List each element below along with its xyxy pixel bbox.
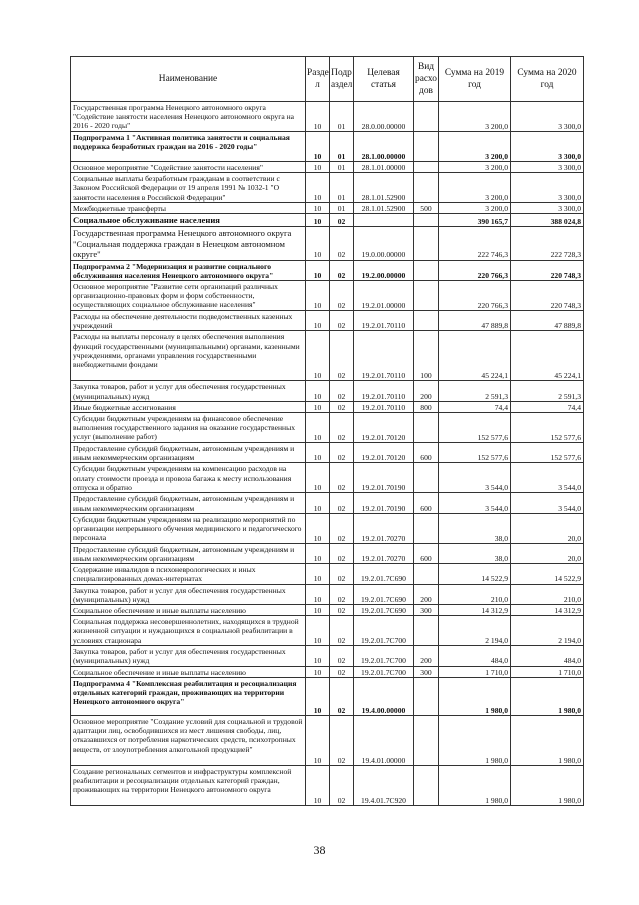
cell-razdel: 10 xyxy=(306,513,330,543)
cell-razdel: 10 xyxy=(306,413,330,443)
cell-podrazdel: 01 xyxy=(330,132,354,162)
cell-target-article: 19.2.01.7С690 xyxy=(354,564,414,584)
table-row xyxy=(71,311,584,331)
cell-sum-2020: 2 591,3 xyxy=(511,381,584,401)
cell-razdel: 10 xyxy=(306,173,330,203)
cell-podrazdel: 02 xyxy=(330,331,354,381)
cell-podrazdel: 02 xyxy=(330,543,354,563)
cell-podrazdel: 02 xyxy=(330,311,354,331)
cell-name: Закупка товаров, работ и услуг для обеспечения государственных (муниципальных) нужд xyxy=(71,646,306,666)
table-row xyxy=(71,564,584,584)
cell-podrazdel: 02 xyxy=(330,765,354,805)
cell-razdel: 10 xyxy=(306,260,330,280)
cell-razdel: 10 xyxy=(306,666,330,677)
cell-sum-2020: 1 980,0 xyxy=(511,677,584,715)
cell-expense-type xyxy=(414,413,439,443)
cell-podrazdel: 02 xyxy=(330,227,354,260)
cell-name: Социальное обеспечение и иные выплаты населению xyxy=(71,605,306,616)
cell-name: Предоставление субсидий бюджетным, автономным учреждениям и иным некоммерческим организациям xyxy=(71,493,306,513)
cell-expense-type xyxy=(414,677,439,715)
cell-target-article: 19.2.01.7С700 xyxy=(354,616,414,646)
cell-expense-type xyxy=(414,463,439,493)
table-row xyxy=(71,715,584,765)
cell-expense-type xyxy=(414,715,439,765)
cell-target-article: 19.4.01.00000 xyxy=(354,715,414,765)
table-body xyxy=(71,102,584,806)
cell-razdel: 10 xyxy=(306,132,330,162)
cell-sum-2020: 3 300,0 xyxy=(511,162,584,173)
cell-podrazdel: 02 xyxy=(330,513,354,543)
cell-razdel: 10 xyxy=(306,281,330,311)
cell-target-article: 19.2.01.70190 xyxy=(354,493,414,513)
cell-razdel: 10 xyxy=(306,564,330,584)
cell-razdel: 10 xyxy=(306,715,330,765)
cell-podrazdel: 02 xyxy=(330,616,354,646)
cell-target-article: 19.2.00.00000 xyxy=(354,260,414,280)
cell-target-article: 28.1.01.00000 xyxy=(354,162,414,173)
cell-podrazdel: 01 xyxy=(330,173,354,203)
cell-expense-type: 200 xyxy=(414,584,439,604)
cell-sum-2019: 3 544,0 xyxy=(439,463,511,493)
table-row xyxy=(71,281,584,311)
cell-razdel: 10 xyxy=(306,214,330,227)
cell-name: Расходы на выплаты персоналу в целях обеспечения выполнения функций государственными (муниципальными) органами, казенными учреждениями, органами управления государственными внебюджетными фондами xyxy=(71,331,306,381)
cell-expense-type xyxy=(414,162,439,173)
cell-podrazdel: 02 xyxy=(330,646,354,666)
cell-sum-2020: 1 710,0 xyxy=(511,666,584,677)
cell-name: Субсидии бюджетным учреждениям на реализацию мероприятий по организации непрерывного обучения медицинского и педагогического персонала xyxy=(71,513,306,543)
cell-expense-type xyxy=(414,173,439,203)
table-row xyxy=(71,132,584,162)
cell-sum-2020: 3 544,0 xyxy=(511,463,584,493)
cell-sum-2020: 2 194,0 xyxy=(511,616,584,646)
cell-expense-type xyxy=(414,214,439,227)
cell-target-article: 19.2.01.70120 xyxy=(354,413,414,443)
cell-expense-type xyxy=(414,132,439,162)
cell-podrazdel: 02 xyxy=(330,493,354,513)
cell-podrazdel: 01 xyxy=(330,203,354,214)
cell-sum-2019: 390 165,7 xyxy=(439,214,511,227)
cell-name: Расходы на обеспечение деятельности подведомственных казенных учреждений xyxy=(71,311,306,331)
cell-name: Предоставление субсидий бюджетным, автономным учреждениям и иным некоммерческим организациям xyxy=(71,443,306,463)
cell-expense-type xyxy=(414,311,439,331)
cell-name: Иные бюджетные ассигнования xyxy=(71,401,306,412)
table-row xyxy=(71,331,584,381)
cell-expense-type: 500 xyxy=(414,203,439,214)
cell-sum-2019: 484,0 xyxy=(439,646,511,666)
header-name: Наименование xyxy=(71,57,306,102)
cell-sum-2020: 20,0 xyxy=(511,543,584,563)
cell-podrazdel: 02 xyxy=(330,564,354,584)
cell-expense-type: 300 xyxy=(414,605,439,616)
cell-name: Подпрограмма 4 "Комплексная реабилитация и ресоциализация отдельных категорий граждан, проживающих на территории Ненецкого автономного округа" xyxy=(71,677,306,715)
table-row xyxy=(71,616,584,646)
cell-sum-2019: 38,0 xyxy=(439,513,511,543)
cell-sum-2019: 14 312,9 xyxy=(439,605,511,616)
cell-target-article: 19.2.01.70270 xyxy=(354,543,414,563)
cell-name: Основное мероприятие "Развитие сети организаций различных организационно-правовых форм и форм собственности, осуществляющих социальное обслуживание населения" xyxy=(71,281,306,311)
table-row xyxy=(71,413,584,443)
cell-sum-2020: 45 224,1 xyxy=(511,331,584,381)
cell-expense-type: 300 xyxy=(414,666,439,677)
header-sum-2019: Сумма на 2019 год xyxy=(439,57,511,102)
cell-podrazdel: 02 xyxy=(330,463,354,493)
cell-razdel: 10 xyxy=(306,584,330,604)
cell-expense-type xyxy=(414,227,439,260)
cell-podrazdel: 01 xyxy=(330,102,354,132)
table-row xyxy=(71,513,584,543)
table-row xyxy=(71,401,584,412)
cell-target-article: 19.2.01.00000 xyxy=(354,281,414,311)
cell-expense-type: 800 xyxy=(414,401,439,412)
cell-sum-2019: 222 746,3 xyxy=(439,227,511,260)
cell-podrazdel: 02 xyxy=(330,401,354,412)
cell-target-article: 28.1.01.52900 xyxy=(354,203,414,214)
cell-sum-2019: 1 980,0 xyxy=(439,715,511,765)
cell-podrazdel: 02 xyxy=(330,214,354,227)
cell-razdel: 10 xyxy=(306,102,330,132)
cell-target-article: 19.2.01.7С690 xyxy=(354,605,414,616)
cell-sum-2019: 47 889,8 xyxy=(439,311,511,331)
table-row xyxy=(71,677,584,715)
cell-sum-2019: 2 591,3 xyxy=(439,381,511,401)
table-row xyxy=(71,173,584,203)
table-row xyxy=(71,203,584,214)
cell-name: Основное мероприятие "Содействие занятости населения" xyxy=(71,162,306,173)
cell-razdel: 10 xyxy=(306,203,330,214)
cell-sum-2019: 152 577,6 xyxy=(439,443,511,463)
cell-name: Субсидии бюджетным учреждениям на компенсацию расходов на оплату стоимости проезда и провоза багажа к месту использования отпуска и обратно xyxy=(71,463,306,493)
cell-expense-type xyxy=(414,102,439,132)
cell-target-article: 19.2.01.7С690 xyxy=(354,584,414,604)
cell-target-article: 28.1.00.00000 xyxy=(354,132,414,162)
cell-name: Основное мероприятие "Создание условий для социальной и трудовой адаптации лиц, освободившихся из мест лишения свободы, лиц, отказавшихся от потребления наркотических средств, психотропных веществ, от злоупотребления алкогольной продукцией" xyxy=(71,715,306,765)
cell-sum-2020: 1 980,0 xyxy=(511,765,584,805)
cell-sum-2020: 3 544,0 xyxy=(511,493,584,513)
cell-podrazdel: 02 xyxy=(330,666,354,677)
cell-target-article: 19.2.01.7С700 xyxy=(354,646,414,666)
cell-expense-type xyxy=(414,260,439,280)
cell-sum-2020: 220 748,3 xyxy=(511,260,584,280)
cell-target-article: 19.4.00.00000 xyxy=(354,677,414,715)
cell-razdel: 10 xyxy=(306,331,330,381)
cell-name: Субсидии бюджетным учреждениям на финансовое обеспечение выполнения государственного задания на оказание государственных услуг (выполнение работ) xyxy=(71,413,306,443)
cell-name: Предоставление субсидий бюджетным, автономным учреждениям и иным некоммерческим организациям xyxy=(71,543,306,563)
cell-name: Подпрограмма 1 "Активная политика занятости и социальная поддержка безработных граждан на 2016 - 2020 годы" xyxy=(71,132,306,162)
cell-target-article: 19.2.01.70270 xyxy=(354,513,414,543)
cell-expense-type: 600 xyxy=(414,443,439,463)
cell-name: Социальное обслуживание населения xyxy=(71,214,306,227)
header-razdel: Разде л xyxy=(306,57,330,102)
cell-name: Содержание инвалидов в психоневрологических и иных специализированных домах-интернатах xyxy=(71,564,306,584)
cell-sum-2020: 1 980,0 xyxy=(511,715,584,765)
table-row xyxy=(71,493,584,513)
table-row xyxy=(71,605,584,616)
cell-name: Подпрограмма 2 "Модернизация и развитие социального обслуживания населения Ненецкого автономного округа" xyxy=(71,260,306,280)
table-row xyxy=(71,214,584,227)
cell-target-article: 19.2.01.70110 xyxy=(354,381,414,401)
table-row xyxy=(71,381,584,401)
cell-target-article xyxy=(354,214,414,227)
cell-target-article: 19.4.01.7С920 xyxy=(354,765,414,805)
cell-podrazdel: 02 xyxy=(330,281,354,311)
cell-name: Закупка товаров, работ и услуг для обеспечения государственных (муниципальных) нужд xyxy=(71,381,306,401)
table-row xyxy=(71,463,584,493)
cell-sum-2019: 2 194,0 xyxy=(439,616,511,646)
cell-sum-2020: 222 728,3 xyxy=(511,227,584,260)
page-number: 38 xyxy=(313,843,326,857)
cell-razdel: 10 xyxy=(306,616,330,646)
cell-sum-2019: 3 200,0 xyxy=(439,102,511,132)
cell-name: Государственная программа Ненецкого автономного округа "Социальная поддержка граждан в Ненецком автономном округе" xyxy=(71,227,306,260)
cell-sum-2019: 3 544,0 xyxy=(439,493,511,513)
cell-razdel: 10 xyxy=(306,227,330,260)
cell-sum-2020: 210,0 xyxy=(511,584,584,604)
cell-name: Государственная программа Ненецкого автономного округа "Содействие занятости населения Ненецкого автономного округа на 2016 - 2020 годы" xyxy=(71,102,306,132)
cell-sum-2020: 3 300,0 xyxy=(511,132,584,162)
cell-sum-2019: 1 980,0 xyxy=(439,677,511,715)
header-expense-type: Вид расхо дов xyxy=(414,57,439,102)
cell-razdel: 10 xyxy=(306,765,330,805)
cell-sum-2019: 38,0 xyxy=(439,543,511,563)
cell-sum-2020: 14 312,9 xyxy=(511,605,584,616)
cell-razdel: 10 xyxy=(306,543,330,563)
cell-razdel: 10 xyxy=(306,162,330,173)
cell-sum-2020: 484,0 xyxy=(511,646,584,666)
header-sum-2020: Сумма на 2020 год xyxy=(511,57,584,102)
cell-sum-2020: 14 522,9 xyxy=(511,564,584,584)
cell-podrazdel: 02 xyxy=(330,443,354,463)
table-row xyxy=(71,646,584,666)
cell-expense-type xyxy=(414,616,439,646)
cell-sum-2020: 20,0 xyxy=(511,513,584,543)
cell-sum-2019: 74,4 xyxy=(439,401,511,412)
table-row xyxy=(71,443,584,463)
cell-expense-type xyxy=(414,765,439,805)
cell-sum-2020: 47 889,8 xyxy=(511,311,584,331)
cell-podrazdel: 02 xyxy=(330,584,354,604)
cell-sum-2020: 388 024,8 xyxy=(511,214,584,227)
cell-podrazdel: 02 xyxy=(330,381,354,401)
cell-name: Социальное обеспечение и иные выплаты населению xyxy=(71,666,306,677)
cell-razdel: 10 xyxy=(306,463,330,493)
table-row xyxy=(71,765,584,805)
cell-target-article: 28.1.01.52900 xyxy=(354,173,414,203)
table-row xyxy=(71,666,584,677)
table-row xyxy=(71,543,584,563)
cell-name: Создание региональных сегментов и инфраструктуры комплексной реабилитации и ресоциализации отдельных категорий граждан, проживающих на территории Ненецкого автономного округа xyxy=(71,765,306,805)
cell-razdel: 10 xyxy=(306,401,330,412)
cell-name: Закупка товаров, работ и услуг для обеспечения государственных (муниципальных) нужд xyxy=(71,584,306,604)
cell-razdel: 10 xyxy=(306,646,330,666)
cell-podrazdel: 02 xyxy=(330,677,354,715)
cell-podrazdel: 02 xyxy=(330,605,354,616)
cell-expense-type: 600 xyxy=(414,543,439,563)
cell-expense-type: 100 xyxy=(414,331,439,381)
cell-name: Межбюджетные трансферты xyxy=(71,203,306,214)
cell-sum-2019: 1 980,0 xyxy=(439,765,511,805)
cell-sum-2019: 210,0 xyxy=(439,584,511,604)
cell-razdel: 10 xyxy=(306,311,330,331)
cell-sum-2020: 74,4 xyxy=(511,401,584,412)
cell-expense-type: 200 xyxy=(414,381,439,401)
cell-expense-type: 600 xyxy=(414,493,439,513)
cell-target-article: 19.0.00.00000 xyxy=(354,227,414,260)
cell-target-article: 19.2.01.7С700 xyxy=(354,666,414,677)
cell-sum-2020: 152 577,6 xyxy=(511,413,584,443)
cell-expense-type xyxy=(414,281,439,311)
cell-expense-type xyxy=(414,564,439,584)
cell-sum-2019: 3 200,0 xyxy=(439,173,511,203)
cell-razdel: 10 xyxy=(306,443,330,463)
cell-podrazdel: 02 xyxy=(330,715,354,765)
header-podrazdel: Подр аздел xyxy=(330,57,354,102)
cell-razdel: 10 xyxy=(306,605,330,616)
cell-target-article: 19.2.01.70110 xyxy=(354,311,414,331)
cell-sum-2019: 220 766,3 xyxy=(439,281,511,311)
cell-razdel: 10 xyxy=(306,381,330,401)
cell-name: Социальная поддержка несовершеннолетних, находящихся в трудной жизненной ситуации и нуждающихся в социальной реабилитации в условиях стационара xyxy=(71,616,306,646)
cell-sum-2019: 220 766,3 xyxy=(439,260,511,280)
cell-razdel: 10 xyxy=(306,677,330,715)
cell-sum-2020: 3 300,0 xyxy=(511,173,584,203)
budget-table xyxy=(70,56,584,806)
cell-sum-2019: 3 200,0 xyxy=(439,203,511,214)
cell-sum-2020: 3 300,0 xyxy=(511,203,584,214)
cell-sum-2019: 14 522,9 xyxy=(439,564,511,584)
cell-podrazdel: 01 xyxy=(330,162,354,173)
cell-sum-2019: 152 577,6 xyxy=(439,413,511,443)
cell-sum-2020: 152 577,6 xyxy=(511,443,584,463)
table-row xyxy=(71,584,584,604)
cell-target-article: 28.0.00.00000 xyxy=(354,102,414,132)
cell-podrazdel: 02 xyxy=(330,260,354,280)
table-row xyxy=(71,227,584,260)
budget-table-sheet xyxy=(70,56,583,806)
table-row xyxy=(71,102,584,132)
cell-sum-2019: 45 224,1 xyxy=(439,331,511,381)
cell-sum-2019: 3 200,0 xyxy=(439,162,511,173)
cell-name: Социальные выплаты безработным гражданам в соответствии с Законом Российской Федерации от 19 апреля 1991 № 1032-1 "О занятости населения в Российской Федерации" xyxy=(71,173,306,203)
cell-sum-2020: 220 748,3 xyxy=(511,281,584,311)
cell-sum-2019: 1 710,0 xyxy=(439,666,511,677)
cell-sum-2020: 3 300,0 xyxy=(511,102,584,132)
cell-target-article: 19.2.01.70120 xyxy=(354,443,414,463)
cell-target-article: 19.2.01.70190 xyxy=(354,463,414,493)
cell-expense-type: 200 xyxy=(414,646,439,666)
cell-sum-2019: 3 200,0 xyxy=(439,132,511,162)
cell-target-article: 19.2.01.70110 xyxy=(354,401,414,412)
cell-expense-type xyxy=(414,513,439,543)
cell-target-article: 19.2.01.70110 xyxy=(354,331,414,381)
cell-razdel: 10 xyxy=(306,493,330,513)
table-row xyxy=(71,162,584,173)
table-header-row xyxy=(71,57,584,102)
header-target-article: Целевая статья xyxy=(354,57,414,102)
table-row xyxy=(71,260,584,280)
cell-podrazdel: 02 xyxy=(330,413,354,443)
